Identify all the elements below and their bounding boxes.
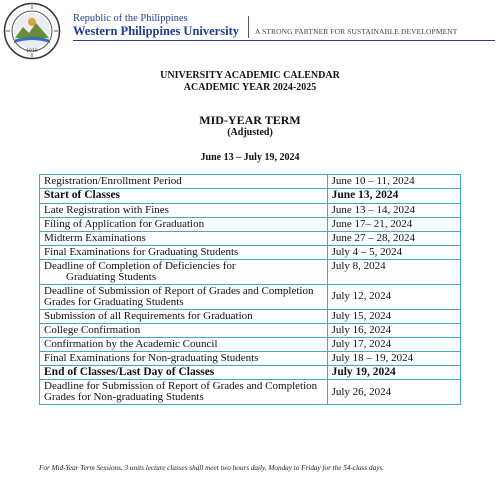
- table-row: [40, 189, 461, 204]
- date-cell: July 8, 2024: [327, 259, 460, 284]
- table-row: [40, 365, 461, 380]
- header-divider: [248, 16, 249, 38]
- table-row: [40, 284, 461, 309]
- event-cell: Start of Classes: [40, 189, 328, 204]
- table-row: [40, 231, 461, 245]
- table-row: [40, 217, 461, 231]
- footnote: For Mid-Year Term Sessions, 3 units lecture classes shall meet two hours daily, Monday to Friday for the 54-class days.: [39, 464, 384, 472]
- event-cell: Registration/Enrollment Period: [40, 175, 328, 189]
- event-cell: Deadline of Submission of Report of Grades and Completion Grades for Graduating Students: [40, 284, 328, 309]
- event-cell: End of Classes/Last Day of Classes: [40, 365, 328, 380]
- event-cell: [40, 259, 328, 284]
- calendar-table: [39, 174, 461, 405]
- university-seal-icon: [3, 2, 61, 60]
- event-line-indented: Graduating Students: [66, 270, 157, 283]
- event-cell: Confirmation by the Academic Council: [40, 337, 328, 351]
- academic-year-title: ACADEMIC YEAR 2024-2025: [183, 82, 317, 93]
- letterhead: [0, 0, 500, 62]
- adjusted-label: (Adjusted): [227, 127, 273, 138]
- table-row: [40, 323, 461, 337]
- event-cell: Final Examinations for Graduating Students: [40, 245, 328, 259]
- event-cell: Final Examinations for Non-graduating Students: [40, 351, 328, 365]
- date-cell: July 12, 2024: [327, 284, 460, 309]
- header-rule: [73, 40, 495, 41]
- table-row: [40, 337, 461, 351]
- date-cell: June 13, 2024: [327, 189, 460, 204]
- table-row: [40, 245, 461, 259]
- table-row: [40, 351, 461, 365]
- event-cell: Filing of Application for Graduation: [40, 217, 328, 231]
- svg-text:1910: 1910: [26, 49, 38, 54]
- calendar-title: UNIVERSITY ACADEMIC CALENDAR: [160, 70, 340, 81]
- table-row: [40, 380, 461, 405]
- table-row: [40, 309, 461, 323]
- table-row: [40, 175, 461, 189]
- date-cell: July 17, 2024: [327, 337, 460, 351]
- tagline: A STRONG PARTNER FOR SUSTAINABLE DEVELOPMENT: [255, 27, 458, 36]
- term-title: MID-YEAR TERM: [199, 113, 301, 127]
- date-cell: July 19, 2024: [327, 365, 460, 380]
- date-cell: July 18 – 19, 2024: [327, 351, 460, 365]
- university-name: Western Philippines University: [73, 24, 239, 38]
- event-cell: Submission of all Requirements for Graduation: [40, 309, 328, 323]
- event-line: Deadline of Completion of Deficiencies for: [44, 259, 236, 272]
- republic-label: Republic of the Philippines: [73, 13, 188, 24]
- date-cell: July 16, 2024: [327, 323, 460, 337]
- date-cell: June 10 – 11, 2024: [327, 175, 460, 189]
- date-cell: June 27 – 28, 2024: [327, 231, 460, 245]
- table-row: [40, 203, 461, 217]
- date-cell: July 15, 2024: [327, 309, 460, 323]
- event-cell: Late Registration with Fines: [40, 203, 328, 217]
- date-cell: July 4 – 5, 2024: [327, 245, 460, 259]
- term-dates: June 13 – July 19, 2024: [200, 152, 300, 163]
- event-cell: Midterm Examinations: [40, 231, 328, 245]
- date-cell: June 17– 21, 2024: [327, 217, 460, 231]
- event-cell: Deadline for Submission of Report of Grades and Completion Grades for Non-graduating Students: [40, 380, 328, 405]
- date-cell: June 13 – 14, 2024: [327, 203, 460, 217]
- event-cell: College Confirmation: [40, 323, 328, 337]
- date-cell: July 26, 2024: [327, 380, 460, 405]
- table-row: [40, 259, 461, 284]
